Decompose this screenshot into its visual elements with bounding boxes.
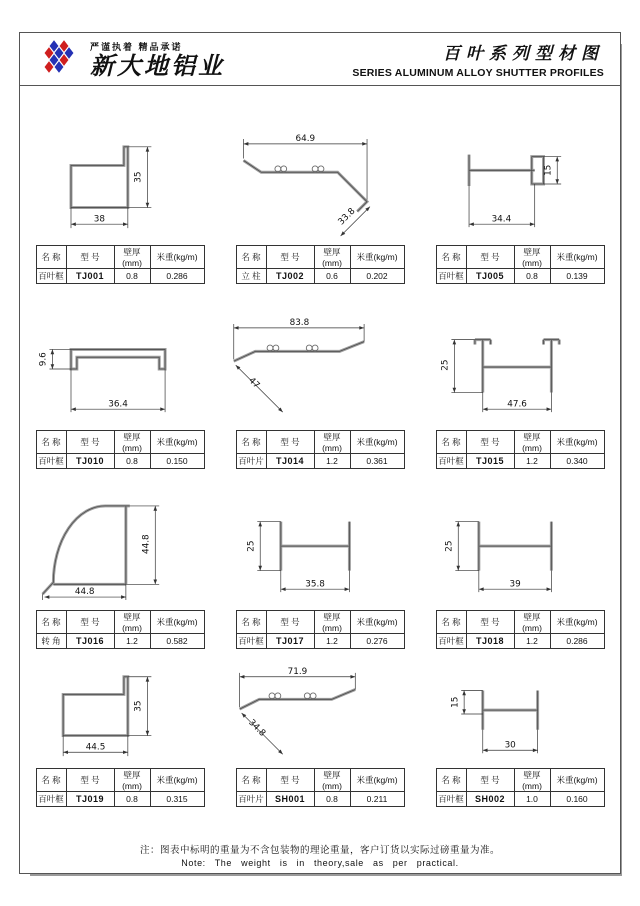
spec-table-sh002 (436, 768, 605, 807)
dim-height-label: 9.6 (38, 352, 49, 367)
profile-name: 百叶片 (236, 792, 266, 807)
dim-height-label: 44.8 (141, 534, 152, 554)
dim-height-label: 35 (133, 700, 144, 712)
profile-card-tj005 (420, 86, 620, 290)
col-header-model: 型 号 (66, 246, 114, 269)
spec-table-sh001 (236, 768, 405, 807)
brand-slogan: 严谨执着 精品承诺 (90, 41, 183, 52)
dimension-lines (71, 147, 151, 228)
col-header-weight: 米重(kg/m) (550, 246, 604, 269)
profile-thickness: 1.2 (314, 454, 350, 469)
col-header-weight: 米重(kg/m) (550, 611, 604, 634)
spec-table-tj015 (436, 430, 605, 469)
profile-name: 百叶片 (236, 454, 266, 469)
col-header-name: 名 称 (236, 769, 266, 792)
dimension-lines (63, 677, 151, 756)
profile-name: 百叶框 (436, 454, 466, 469)
profile-model: TJ016 (66, 634, 114, 649)
col-header-thickness: 壁厚(mm) (514, 611, 550, 634)
catalog-sheet (19, 32, 621, 874)
profile-shape (240, 690, 356, 710)
profile-shape (71, 147, 128, 208)
dim-width-label: 83.8 (289, 317, 310, 328)
profile-name: 百叶框 (436, 634, 466, 649)
spec-table-tj018 (436, 610, 605, 649)
col-header-name: 名 称 (236, 246, 266, 269)
col-header-model: 型 号 (466, 611, 514, 634)
profile-card-tj017 (220, 475, 420, 655)
profile-model: SH001 (266, 792, 314, 807)
spec-table-tj010 (36, 430, 205, 469)
dim-height-label: 35 (133, 171, 144, 183)
profile-model: TJ018 (466, 634, 514, 649)
profile-card-sh001 (220, 655, 420, 813)
col-header-model: 型 号 (266, 611, 314, 634)
col-header-thickness: 壁厚(mm) (114, 431, 150, 454)
dimension-lines (43, 506, 160, 600)
profile-name: 立 柱 (236, 269, 266, 284)
col-header-name: 名 称 (36, 431, 66, 454)
profile-model: TJ019 (66, 792, 114, 807)
dim-width-label: 71.9 (287, 666, 308, 677)
profile-thickness: 1.2 (314, 634, 350, 649)
profile-card-tj001 (20, 86, 220, 290)
profile-card-tj014 (220, 290, 420, 475)
dim-diagonal-label: 34.8 (246, 717, 268, 739)
dimension-lines (246, 522, 349, 593)
col-header-name: 名 称 (36, 246, 66, 269)
profile-thickness: 0.8 (114, 269, 150, 284)
col-header-model: 型 号 (266, 769, 314, 792)
profile-thickness: 0.8 (114, 454, 150, 469)
col-header-model: 型 号 (466, 431, 514, 454)
profile-name: 百叶框 (236, 634, 266, 649)
profile-card-tj015 (420, 290, 620, 475)
profile-shape (63, 677, 128, 736)
profile-name: 百叶框 (436, 792, 466, 807)
col-header-weight: 米重(kg/m) (150, 431, 204, 454)
profile-weight: 0.276 (350, 634, 404, 649)
profile-weight: 0.139 (550, 269, 604, 284)
profile-weight: 0.211 (350, 792, 404, 807)
dim-width-label: 38 (93, 214, 106, 225)
profile-weight: 0.286 (550, 634, 604, 649)
profile-drawing-sh002 (422, 665, 618, 765)
col-header-model: 型 号 (66, 769, 114, 792)
col-header-thickness: 壁厚(mm) (314, 431, 350, 454)
col-header-thickness: 壁厚(mm) (514, 431, 550, 454)
col-header-model: 型 号 (466, 246, 514, 269)
profile-drawing-tj019 (22, 665, 218, 765)
profile-card-sh002 (420, 655, 620, 813)
dim-width-label: 34.4 (491, 214, 512, 225)
profile-weight: 0.582 (150, 634, 204, 649)
profile-model: TJ010 (66, 454, 114, 469)
col-header-name: 名 称 (36, 611, 66, 634)
profile-thickness: 0.8 (114, 792, 150, 807)
profile-card-tj016 (20, 475, 220, 655)
profile-weight: 0.202 (350, 269, 404, 284)
profile-card-tj002 (220, 86, 420, 290)
col-header-thickness: 壁厚(mm) (314, 611, 350, 634)
profile-model: TJ014 (266, 454, 314, 469)
col-header-thickness: 壁厚(mm) (314, 246, 350, 269)
profile-name: 转 角 (36, 634, 66, 649)
profile-weight: 0.315 (150, 792, 204, 807)
col-header-name: 名 称 (436, 611, 466, 634)
spec-table-tj005 (436, 245, 605, 284)
dim-width-label: 39 (509, 579, 521, 590)
dimension-lines (39, 349, 166, 412)
col-header-weight: 米重(kg/m) (350, 769, 404, 792)
spec-table-tj002 (236, 245, 405, 284)
col-header-name: 名 称 (36, 769, 66, 792)
col-header-weight: 米重(kg/m) (550, 431, 604, 454)
col-header-name: 名 称 (236, 431, 266, 454)
profile-shape (71, 349, 165, 369)
profile-thickness: 1.2 (114, 634, 150, 649)
col-header-weight: 米重(kg/m) (150, 611, 204, 634)
profile-weight: 0.160 (550, 792, 604, 807)
profile-card-tj019 (20, 655, 220, 813)
profile-shape (469, 155, 543, 186)
col-header-model: 型 号 (66, 431, 114, 454)
profile-drawing-tj015 (422, 314, 618, 427)
title-block (352, 39, 604, 79)
spec-table-tj019 (36, 768, 205, 807)
profile-model: TJ001 (66, 269, 114, 284)
profile-card-tj010 (20, 290, 220, 475)
dimension-lines (234, 318, 364, 412)
profile-model: TJ015 (466, 454, 514, 469)
profile-model: SH002 (466, 792, 514, 807)
profile-model: TJ005 (466, 269, 514, 284)
page-header (20, 33, 620, 86)
col-header-name: 名 称 (436, 769, 466, 792)
col-header-weight: 米重(kg/m) (350, 246, 404, 269)
profile-drawing-tj017 (222, 494, 418, 607)
dim-width-label: 36.4 (108, 399, 128, 410)
dim-width-label: 44.5 (85, 742, 106, 753)
dimension-lines (240, 667, 356, 754)
col-header-weight: 米重(kg/m) (150, 769, 204, 792)
dim-height-label: 15 (450, 696, 461, 708)
spec-table-tj014 (236, 430, 405, 469)
dim-width-label: 44.8 (74, 587, 95, 598)
profile-weight: 0.340 (550, 454, 604, 469)
dim-height-label: 25 (246, 540, 257, 552)
dim-width-label: 64.9 (295, 133, 316, 144)
profile-shape (479, 522, 552, 571)
dimension-lines (440, 340, 551, 413)
page-title-en: SERIES ALUMINUM ALLOY SHUTTER PROFILES (352, 67, 604, 79)
col-header-weight: 米重(kg/m) (350, 431, 404, 454)
profile-drawing-tj016 (22, 494, 218, 607)
col-header-weight: 米重(kg/m) (150, 246, 204, 269)
col-header-name: 名 称 (236, 611, 266, 634)
profile-drawing-sh001 (222, 665, 418, 765)
footer-notes (20, 842, 620, 868)
col-header-weight: 米重(kg/m) (550, 769, 604, 792)
spec-table-tj017 (236, 610, 405, 649)
col-header-thickness: 壁厚(mm) (514, 769, 550, 792)
col-header-name: 名 称 (436, 431, 466, 454)
col-header-weight: 米重(kg/m) (350, 611, 404, 634)
dim-width-label: 30 (504, 740, 516, 751)
brand-block (36, 39, 225, 79)
profile-thickness: 0.8 (514, 269, 550, 284)
profile-weight: 0.361 (350, 454, 404, 469)
profile-thickness: 1.2 (514, 634, 550, 649)
profile-card-tj018 (420, 475, 620, 655)
dim-height-label: 25 (444, 540, 455, 552)
footer-note-cn: 注：图表中标明的重量为不含包装物的理论重量，客户订货以实际过磅重量为准。 (139, 845, 500, 856)
col-header-model: 型 号 (266, 431, 314, 454)
profile-thickness: 0.8 (314, 792, 350, 807)
page-title-cn: 百叶系列型材图 (443, 44, 604, 64)
profile-thickness: 1.2 (514, 454, 550, 469)
col-header-model: 型 号 (466, 769, 514, 792)
profile-drawing-tj002 (222, 129, 418, 242)
col-header-thickness: 壁厚(mm) (114, 769, 150, 792)
dimension-lines (444, 522, 551, 593)
dim-diagonal-label: 33.8 (336, 206, 358, 228)
dimension-lines (469, 157, 561, 228)
footer-note-en: Note: The weight is in theory,sale as per practical. (181, 858, 459, 868)
dim-width-label: 47.6 (507, 399, 527, 410)
spec-table-tj016 (36, 610, 205, 649)
dim-width-label: 35.8 (305, 579, 325, 590)
col-header-model: 型 号 (266, 246, 314, 269)
col-header-name: 名 称 (436, 246, 466, 269)
profile-model: TJ002 (266, 269, 314, 284)
profile-drawing-tj014 (222, 314, 418, 427)
profile-drawing-tj001 (22, 129, 218, 242)
profile-name: 百叶框 (436, 269, 466, 284)
profile-shape (244, 161, 367, 212)
profile-drawing-tj005 (422, 129, 618, 242)
col-header-thickness: 壁厚(mm) (114, 246, 150, 269)
profile-weight: 0.286 (150, 269, 204, 284)
profile-model: TJ017 (266, 634, 314, 649)
profile-thickness: 1.0 (514, 792, 550, 807)
dim-height-label: 15 (543, 164, 554, 176)
profile-drawing-tj018 (422, 494, 618, 607)
profile-shape (483, 691, 538, 730)
profile-name: 百叶框 (36, 454, 66, 469)
profile-name: 百叶框 (36, 792, 66, 807)
col-header-thickness: 壁厚(mm) (514, 246, 550, 269)
profile-shape (281, 522, 350, 571)
profile-shape (43, 506, 130, 594)
profile-shape (475, 340, 559, 393)
dimension-lines (450, 691, 537, 754)
profile-thickness: 0.6 (314, 269, 350, 284)
profile-weight: 0.150 (150, 454, 204, 469)
profile-shape (234, 342, 364, 362)
col-header-model: 型 号 (66, 611, 114, 634)
profile-grid (20, 86, 620, 813)
profile-name: 百叶框 (36, 269, 66, 284)
col-header-thickness: 壁厚(mm) (114, 611, 150, 634)
spec-table-tj001 (36, 245, 205, 284)
company-logo-icon (36, 39, 82, 79)
company-name: 新大地铝业 (90, 50, 225, 80)
dim-height-label: 25 (440, 359, 451, 371)
profile-drawing-tj010 (22, 314, 218, 427)
dim-diagonal-label: 47 (246, 375, 262, 391)
col-header-thickness: 壁厚(mm) (314, 769, 350, 792)
